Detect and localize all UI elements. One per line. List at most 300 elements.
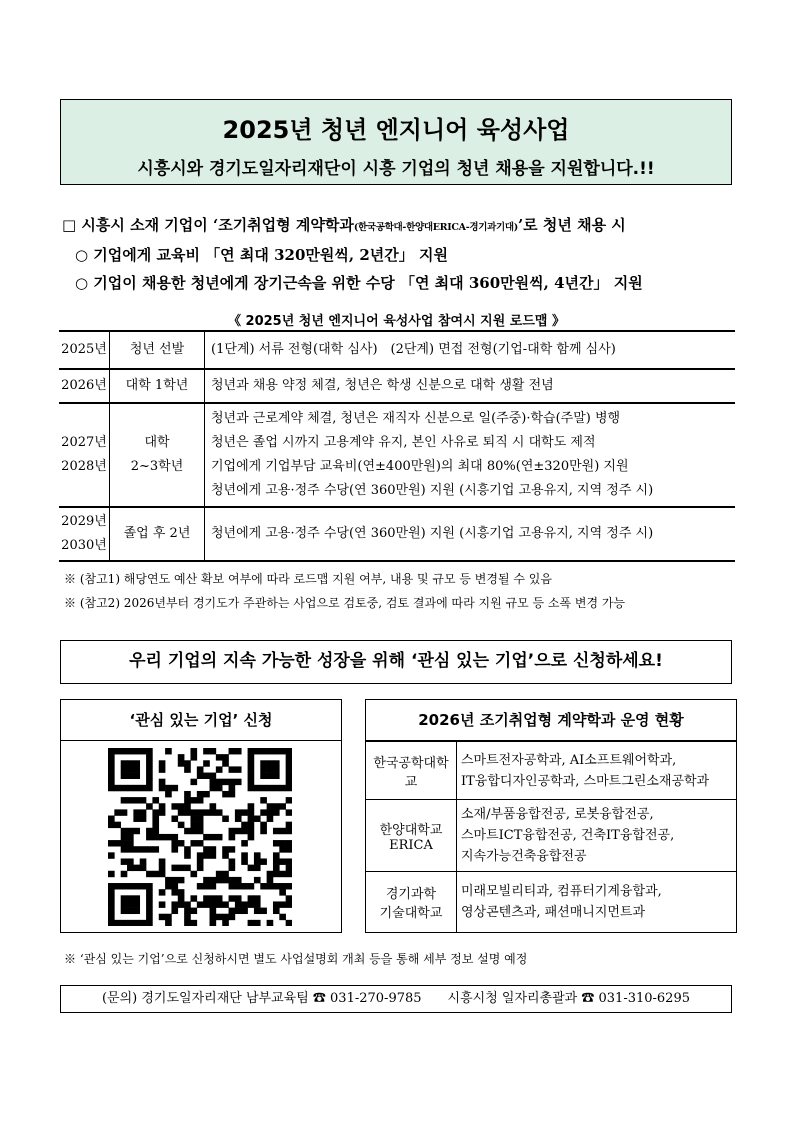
qr-module	[222, 816, 229, 822]
qr-module	[241, 901, 248, 907]
qr-module	[165, 748, 172, 754]
qr-module	[210, 779, 217, 785]
qr-module	[184, 846, 191, 852]
qr-module	[133, 816, 140, 822]
qr-module	[114, 920, 121, 926]
qr-module	[133, 748, 140, 754]
roadmap-years	[59, 331, 110, 369]
qr-module	[273, 865, 280, 871]
qr-module	[222, 760, 229, 766]
qr-module	[140, 883, 147, 889]
intro-line-3: ○ 기업이 채용한 청년에게 장기근속을 위한 수당 「연 최대 360만원씩, 4년간」 지원	[75, 274, 643, 292]
qr-module	[235, 895, 242, 901]
qr-module	[146, 754, 153, 760]
intro-line-1	[62, 214, 626, 235]
qr-module	[121, 809, 128, 815]
qr-module	[108, 816, 115, 822]
qr-module	[260, 760, 267, 766]
qr-module	[140, 797, 147, 803]
stage-cell: 2~3학년	[130, 459, 184, 474]
qr-module	[235, 828, 242, 834]
qr-module	[108, 889, 115, 895]
qr-module	[235, 748, 242, 754]
qr-module	[279, 871, 286, 877]
year-cell: 2026년	[61, 378, 107, 393]
qr-module	[178, 760, 185, 766]
qr-module	[165, 920, 172, 926]
qr-module	[203, 834, 210, 840]
qr-module	[248, 779, 255, 785]
qr-module	[229, 779, 236, 785]
qr-module	[127, 748, 134, 754]
qr-module	[146, 901, 153, 907]
qr-module	[184, 920, 191, 926]
qr-module	[286, 809, 292, 815]
qr-module	[159, 871, 166, 877]
qr-module	[165, 791, 172, 797]
qr-module	[273, 785, 280, 791]
qr-module	[121, 766, 128, 772]
qr-module	[197, 901, 204, 907]
year-cell: 2029년	[61, 514, 107, 529]
qr-module	[210, 914, 217, 920]
qr-module	[108, 920, 115, 926]
qr-module	[121, 920, 128, 926]
qr-module	[210, 883, 217, 889]
qr-module	[197, 791, 204, 797]
qr-module	[241, 883, 248, 889]
table-row	[59, 507, 735, 561]
qr-module	[108, 748, 115, 754]
university-name: 기술대학교	[379, 905, 443, 921]
qr-module	[190, 809, 197, 815]
qr-module	[222, 791, 229, 797]
qr-module	[121, 748, 128, 754]
qr-module	[133, 846, 140, 852]
qr-module	[178, 803, 185, 809]
qr-module	[267, 785, 274, 791]
qr-module	[108, 822, 115, 828]
year-cell: 2028년	[61, 459, 107, 474]
qr-module	[273, 803, 280, 809]
qr-module	[241, 908, 248, 914]
desc-line: 청년과 채용 약정 체결, 청년은 학생 신분으로 대학 생활 전념	[211, 378, 554, 393]
qr-module	[171, 803, 178, 809]
university-cell	[366, 800, 457, 872]
qr-module	[146, 748, 153, 754]
qr-module	[222, 914, 229, 920]
qr-module	[279, 828, 286, 834]
desc-line: 청년과 근로계약 체결, 청년은 재직자 신분으로 일(주중)·학습(주말) 병행	[211, 411, 621, 426]
qr-module	[286, 865, 292, 871]
qr-module	[235, 766, 242, 772]
qr-module	[140, 920, 147, 926]
qr-module	[222, 871, 229, 877]
qr-module	[121, 871, 128, 877]
qr-module	[178, 809, 185, 815]
qr-module	[190, 748, 197, 754]
qr-module	[286, 797, 292, 803]
qr-module	[152, 809, 159, 815]
qr-module	[210, 895, 217, 901]
qr-module	[286, 785, 292, 791]
qr-module	[121, 908, 128, 914]
qr-module	[178, 901, 185, 907]
qr-module	[286, 766, 292, 772]
qr-module	[260, 773, 267, 779]
qr-module	[114, 785, 121, 791]
qr-module	[267, 883, 274, 889]
qr-module	[171, 883, 178, 889]
qr-module	[229, 858, 236, 864]
qr-module	[108, 766, 115, 772]
qr-module	[229, 785, 236, 791]
qr-module	[159, 809, 166, 815]
qr-module	[235, 908, 242, 914]
qr-module	[267, 871, 274, 877]
qr-module	[203, 901, 210, 907]
qr-module	[222, 846, 229, 852]
qr-module	[152, 846, 159, 852]
qr-module	[197, 852, 204, 858]
qr-module	[127, 828, 134, 834]
contact-box: (문의) 경기도일자리재단 남부교육팀 ☎ 031-270-9785 시흥시청 일자리총괄과 ☎ 031-310-6295	[60, 985, 732, 1013]
qr-module	[229, 834, 236, 840]
qr-module	[260, 908, 267, 914]
qr-module	[216, 901, 223, 907]
qr-module	[121, 901, 128, 907]
qr-module	[178, 895, 185, 901]
qr-module	[254, 865, 261, 871]
qr-module	[127, 901, 134, 907]
qr-module	[114, 748, 121, 754]
qr-module	[248, 816, 255, 822]
qr-module	[241, 828, 248, 834]
qr-module	[229, 828, 236, 834]
qr-module	[184, 914, 191, 920]
qr-module	[222, 754, 229, 760]
qr-module	[190, 779, 197, 785]
qr-module	[184, 797, 191, 803]
qr-module	[171, 889, 178, 895]
qr-module	[286, 883, 292, 889]
qr-module	[184, 803, 191, 809]
qr-module	[190, 822, 197, 828]
qr-module	[146, 920, 153, 926]
qr-module	[108, 901, 115, 907]
qr-module	[146, 779, 153, 785]
qr-module	[210, 901, 217, 907]
qr-module	[127, 908, 134, 914]
qr-module	[197, 828, 204, 834]
qr-module	[152, 828, 159, 834]
qr-module	[248, 754, 255, 760]
qr-module	[241, 852, 248, 858]
note-1: ※ (참고1) 해당연도 예산 확보 여부에 따라 로드맵 지원 여부, 내용 및 규모 등 변경될 수 있음	[64, 572, 552, 586]
qr-module	[190, 908, 197, 914]
qr-module	[279, 840, 286, 846]
qr-module	[254, 908, 261, 914]
roadmap-stage	[110, 369, 205, 403]
qr-module	[121, 834, 128, 840]
qr-module	[273, 883, 280, 889]
majors-cell	[457, 872, 737, 932]
qr-module	[286, 779, 292, 785]
qr-module	[152, 834, 159, 840]
stage-cell: 대학	[144, 435, 170, 450]
qr-module	[254, 748, 261, 754]
qr-module	[286, 822, 292, 828]
major-line: IT융합디자인공학과, 스마트그린소재공학과	[461, 773, 710, 789]
qr-module	[267, 809, 274, 815]
qr-module	[216, 754, 223, 760]
roadmap-stage	[110, 507, 205, 561]
qr-module	[235, 816, 242, 822]
qr-module	[171, 816, 178, 822]
qr-module	[121, 883, 128, 889]
desc-line: 청년에게 고용·정주 수당(연 360만원) 지원 (시흥기업 고용유지, 지역 정주 시)	[211, 526, 654, 541]
qr-module	[254, 785, 261, 791]
qr-module	[159, 766, 166, 772]
qr-module	[248, 773, 255, 779]
roadmap-desc	[205, 507, 736, 561]
qr-module	[184, 908, 191, 914]
qr-module	[254, 816, 261, 822]
qr-module	[260, 748, 267, 754]
qr-module	[133, 865, 140, 871]
qr-module	[248, 920, 255, 926]
qr-module	[229, 766, 236, 772]
qr-module	[146, 828, 153, 834]
qr-module	[127, 785, 134, 791]
qr-module	[178, 754, 185, 760]
qr-module	[216, 877, 223, 883]
qr-module	[254, 920, 261, 926]
qr-module	[197, 865, 204, 871]
qr-module	[108, 908, 115, 914]
qr-module	[254, 877, 261, 883]
qr-module	[210, 773, 217, 779]
qr-module	[127, 797, 134, 803]
intro-line-2: ○ 기업에게 교육비 「연 최대 320만원씩, 2년간」 지원	[75, 246, 448, 264]
qr-module	[222, 852, 229, 858]
qr-module	[229, 895, 236, 901]
qr-module	[108, 760, 115, 766]
stage-cell: 청년 선발	[129, 342, 185, 357]
qr-module	[248, 809, 255, 815]
qr-module	[267, 877, 274, 883]
qr-module	[190, 895, 197, 901]
stage-cell: 대학 1학년	[125, 378, 189, 393]
qr-module	[260, 822, 267, 828]
qr-module	[235, 779, 242, 785]
qr-module	[229, 865, 236, 871]
qr-module	[273, 858, 280, 864]
qr-module	[127, 840, 134, 846]
qr-module	[203, 895, 210, 901]
qr-module	[222, 920, 229, 926]
qr-module	[235, 883, 242, 889]
qr-module	[133, 760, 140, 766]
qr-module	[248, 883, 255, 889]
qr-module	[190, 920, 197, 926]
qr-module	[210, 803, 217, 809]
qr-module	[127, 760, 134, 766]
major-line: 소재/부품융합전공, 로봇융합전공,	[461, 807, 654, 822]
qr-module	[159, 858, 166, 864]
major-line: 미래모빌리티과, 컴퓨터기계융합과,	[461, 883, 662, 899]
qr-module	[108, 871, 115, 877]
qr-module	[210, 748, 217, 754]
qr-module	[210, 809, 217, 815]
roadmap-title: 《 2025년 청년 엔지니어 육성사업 참여시 지원 로드맵 》	[228, 314, 565, 329]
qr-module	[140, 785, 147, 791]
qr-module	[108, 895, 115, 901]
year-cell: 2030년	[61, 538, 107, 553]
qr-module	[159, 760, 166, 766]
qr-module	[121, 773, 128, 779]
qr-module	[260, 766, 267, 772]
qr-module	[203, 760, 210, 766]
qr-module	[133, 773, 140, 779]
desc-line: 청년에게 고용·정주 수당(연 360만원) 지원 (시흥기업 고용유지, 지역 정주 시)	[211, 483, 654, 498]
qr-module	[286, 895, 292, 901]
qr-module	[146, 846, 153, 852]
majors-cell	[457, 800, 737, 872]
qr-module	[197, 766, 204, 772]
qr-module	[140, 748, 147, 754]
qr-module	[210, 877, 217, 883]
qr-module	[184, 852, 191, 858]
qr-module	[165, 914, 172, 920]
status-box	[365, 699, 737, 933]
qr-module	[114, 840, 121, 846]
university-name: ERICA	[389, 837, 433, 853]
qr-module	[121, 828, 128, 834]
qr-module	[203, 877, 210, 883]
roadmap-stage	[110, 331, 205, 369]
qr-module	[235, 901, 242, 907]
qr-module	[267, 803, 274, 809]
intro-line-1-suffix: ’로 청년 채용 시	[517, 216, 626, 234]
qr-module	[140, 809, 147, 815]
qr-module	[254, 858, 261, 864]
qr-module	[146, 895, 153, 901]
roadmap-years	[59, 369, 110, 403]
stage-cell: 졸업 후 2년	[123, 526, 191, 541]
desc-line: 기업에게 기업부담 교육비(연±400만원)의 최대 80%(연±320만원) 지원	[211, 459, 629, 474]
qr-module	[108, 773, 115, 779]
qr-module	[203, 846, 210, 852]
roadmap-stage	[110, 403, 205, 507]
qr-module	[216, 914, 223, 920]
qr-module	[286, 920, 292, 926]
qr-module	[146, 889, 153, 895]
roadmap-desc	[205, 403, 736, 507]
qr-module	[216, 895, 223, 901]
qr-module	[267, 766, 274, 772]
qr-module	[279, 858, 286, 864]
qr-module	[216, 779, 223, 785]
program-table	[366, 741, 736, 932]
title-box	[60, 99, 732, 185]
qr-module	[184, 865, 191, 871]
qr-module	[165, 785, 172, 791]
qr-module	[178, 889, 185, 895]
major-line: 영상콘텐츠과, 패션매니지먼트과	[461, 904, 646, 920]
qr-module	[197, 883, 204, 889]
qr-module	[286, 773, 292, 779]
university-name: 한양대학교	[379, 822, 443, 838]
apply-box-title: ‘관심 있는 기업’ 신청	[61, 700, 341, 741]
qr-module	[108, 779, 115, 785]
qr-module	[210, 846, 217, 852]
qr-module	[216, 871, 223, 877]
qr-module	[248, 901, 255, 907]
qr-module	[146, 914, 153, 920]
qr-module	[267, 773, 274, 779]
qr-module	[286, 858, 292, 864]
status-box-title: 2026년 조기취업형 계약학과 운영 현황	[366, 700, 736, 741]
qr-module	[210, 785, 217, 791]
qr-module	[190, 871, 197, 877]
qr-module	[184, 809, 191, 815]
qr-module	[273, 901, 280, 907]
qr-module	[133, 908, 140, 914]
qr-module	[171, 846, 178, 852]
qr-module	[146, 785, 153, 791]
qr-module	[279, 901, 286, 907]
qr-module	[229, 908, 236, 914]
year-cell: 2025년	[61, 342, 107, 357]
qr-module	[114, 883, 121, 889]
qr-module	[267, 816, 274, 822]
qr-module	[197, 816, 204, 822]
major-line: 스마트전자공학과, AI소프트웨어학과,	[461, 752, 677, 768]
qr-module	[171, 901, 178, 907]
qr-module	[184, 760, 191, 766]
qr-module	[279, 748, 286, 754]
qr-module	[203, 809, 210, 815]
qr-module	[127, 846, 134, 852]
qr-module	[216, 834, 223, 840]
qr-module	[260, 883, 267, 889]
qr-module	[133, 920, 140, 926]
qr-module	[121, 858, 128, 864]
qr-code-image	[108, 748, 292, 926]
page-subtitle: 시흥시와 경기도일자리재단이 시흥 기업의 청년 채용을 지원합니다.!!	[137, 159, 655, 179]
qr-module	[133, 901, 140, 907]
qr-module	[171, 877, 178, 883]
qr-module	[171, 908, 178, 914]
table-row	[366, 742, 736, 800]
qr-module	[248, 828, 255, 834]
qr-module	[133, 828, 140, 834]
qr-module	[133, 809, 140, 815]
qr-module	[159, 914, 166, 920]
qr-module	[121, 760, 128, 766]
qr-module	[279, 883, 286, 889]
qr-module	[248, 822, 255, 828]
qr-module	[235, 809, 242, 815]
qr-code[interactable]	[108, 748, 292, 926]
table-row	[59, 403, 735, 507]
desc-line: (1단계) 서류 전형(대학 심사) (2단계) 면접 전형(기업-대학 함께 심사)	[211, 342, 616, 357]
qr-module	[260, 797, 267, 803]
qr-module	[203, 773, 210, 779]
qr-module	[146, 908, 153, 914]
qr-module	[286, 901, 292, 907]
